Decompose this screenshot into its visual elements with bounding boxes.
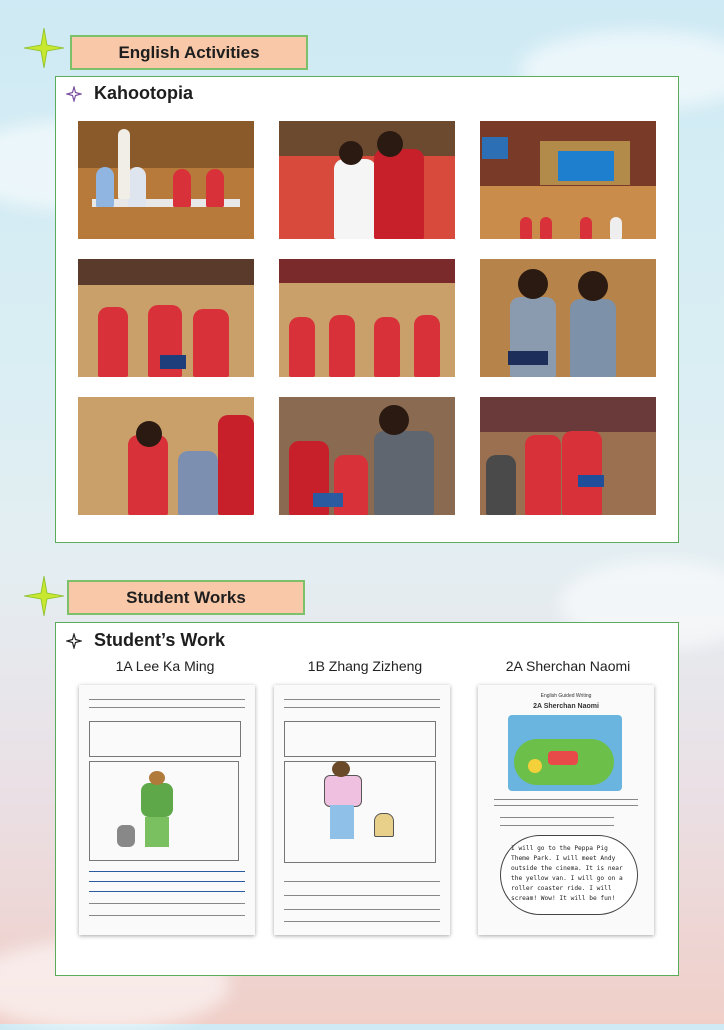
photo-1: [78, 121, 254, 239]
photo-3: [480, 121, 656, 239]
theme-park-map: [508, 715, 622, 791]
kahootopia-heading: [66, 83, 193, 104]
outline-star-icon: [66, 633, 82, 649]
student-name: 2A Sherchan Naomi: [505, 658, 631, 674]
student-work-panel: [55, 622, 679, 976]
kahootopia-panel: [55, 76, 679, 543]
photo-8: [279, 397, 455, 515]
kahootopia-heading-text: Kahootopia: [94, 83, 193, 103]
worksheet-1: [79, 685, 255, 935]
student-work-heading: [66, 630, 225, 651]
photo-9: [480, 397, 656, 515]
photo-2: [279, 121, 455, 239]
outline-star-icon: [66, 86, 82, 102]
section-label-text: English Activities: [118, 42, 260, 62]
worksheet-2: [274, 685, 450, 935]
student-name: 1A Lee Ka Ming: [115, 658, 215, 674]
photo-6: [480, 259, 656, 377]
worksheet-3: [478, 685, 654, 935]
photo-7: [78, 397, 254, 515]
student-name: 1B Zhang Zizheng: [307, 658, 423, 674]
worksheet-title: English Guided Writing: [540, 693, 592, 699]
student-work-heading-text: Student’s Work: [94, 630, 226, 650]
section-label-english-activities: [70, 35, 308, 70]
section-label-text: Student Works: [126, 587, 246, 607]
sparkle-star-icon: [24, 576, 64, 616]
section-label-student-works: [67, 580, 305, 615]
story-text: I will go to the Peppa Pig Theme Park. I will meet Andy outside the cinema. It is near the yellow van. I will go on a roller coaster ride. I will scream! Wow! It will be fun!: [511, 845, 623, 902]
worksheet-name: 2A Sherchan Naomi: [533, 703, 599, 710]
story-cloud: [500, 835, 638, 915]
photo-5: [279, 259, 455, 377]
photo-4: [78, 259, 254, 377]
sparkle-star-icon: [24, 28, 64, 68]
